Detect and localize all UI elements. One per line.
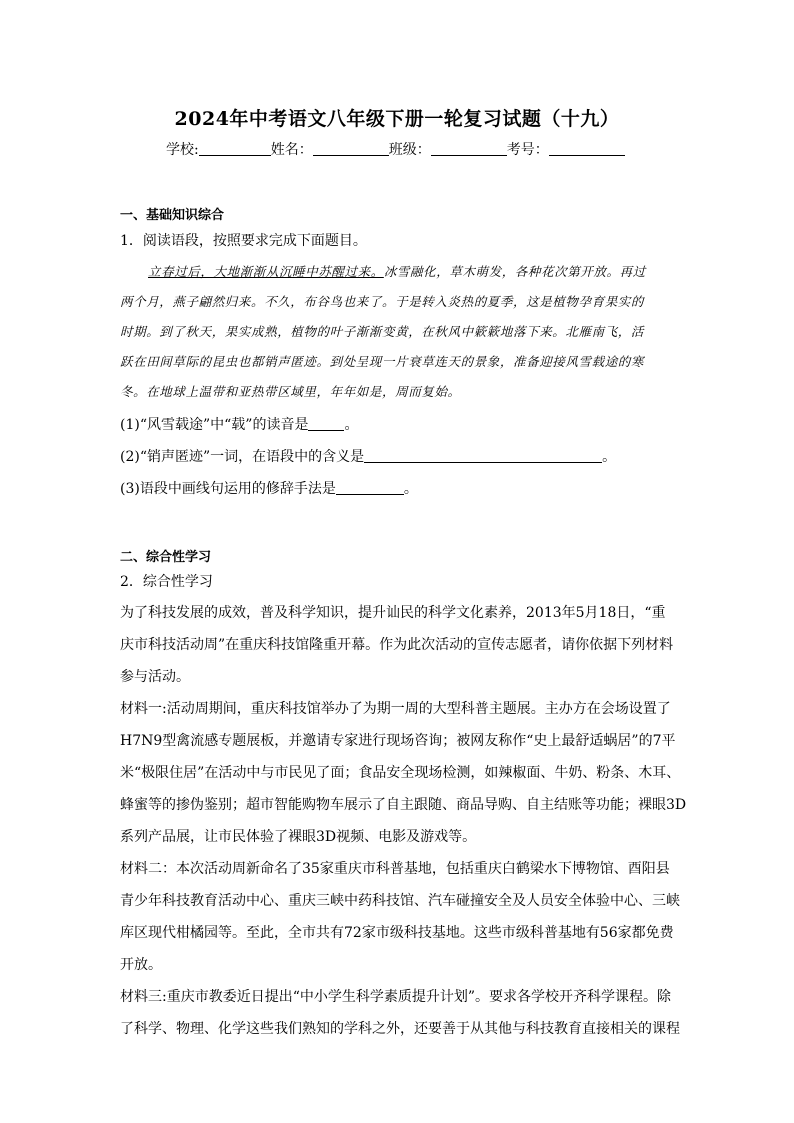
sub-question-3-blank[interactable]	[336, 480, 404, 495]
school-label: 学校:	[166, 142, 199, 158]
underlined-sentence: 立春过后，大地渐渐从沉睡中苏醒过来。	[148, 264, 384, 279]
sub-question-3-text: (3)语段中画线句运用的修辞手法是	[120, 481, 336, 497]
passage-line-5: 冬。在地球上温带和亚热带区域里，年年如是，周而复始。	[120, 384, 461, 399]
exam-no-label: 考号：	[506, 142, 549, 158]
school-blank[interactable]	[199, 141, 271, 156]
exam-no-blank[interactable]	[549, 141, 625, 156]
body-line: H7N9型禽流感专题展板，并邀请专家进行现场咨询；被网友称作“史上最舒适蜗居”的7平	[120, 733, 676, 749]
period: 。	[344, 417, 359, 433]
q2-stem: 2．综合性学习	[120, 574, 213, 590]
sub-question-3	[120, 478, 418, 498]
passage-line-4: 跃在田间草际的昆虫也都销声匿迹。到处呈现一片衰草连天的景象，准备迎接风雪载途的寒	[120, 354, 645, 369]
class-label: 班级：	[388, 142, 431, 158]
document-title: 2024年中考语文八年级下册一轮复习试题（十九）	[174, 108, 620, 130]
section2-heading: 二、综合性学习	[120, 550, 212, 565]
passage-line-1	[148, 262, 646, 280]
body-line: 参与活动。	[120, 669, 190, 685]
name-label: 姓名：	[270, 142, 313, 158]
body-line: 米“极限住居”在活动中与市民见了面；食品安全现场检测，如辣椒面、牛奶、粉条、木耳、	[120, 765, 681, 781]
sub-question-2	[120, 446, 616, 466]
body-line: 材料一:活动周期间，重庆科技馆举办了为期一周的大型科普主题展。主办方在会场设置了	[120, 701, 671, 717]
sub-question-2-text: (2)“销声匿迹”一词，在语段中的含义是	[120, 449, 365, 465]
student-info-line	[166, 139, 625, 159]
body-line: 开放。	[120, 957, 162, 973]
passage-line-2: 两个月，燕子翩然归来。不久，布谷鸟也来了。于是转入炎热的夏季，这是植物孕育果实的	[120, 294, 645, 309]
body-line: 材料三:重庆市教委近日提出“中小学生科学素质提升计划”。要求各学校开齐科学课程。除	[120, 989, 672, 1005]
body-line: 系列产品展，让市民体验了裸眼3D视频、电影及游戏等。	[120, 829, 477, 845]
period: 。	[602, 449, 617, 465]
sub-question-1-text: (1)“风雪载途”中“载”的读音是	[120, 417, 309, 433]
body-line: 庆市科技活动周”在重庆科技馆隆重开幕。作为此次活动的宣传志愿者，请你依据下列材料	[120, 637, 674, 653]
period: 。	[403, 481, 418, 497]
class-blank[interactable]	[431, 141, 507, 156]
body-line: 为了科技发展的成效，普及科学知识，提升讪民的科学文化素养，2013年5月18日，“重	[120, 605, 666, 621]
body-line: 蜂蜜等的掺伪鉴别；超市智能购物车展示了自主跟随、商品导购、自主结账等功能；裸眼3D	[120, 797, 687, 813]
body-line: 库区现代柑橘园等。至此，全市共有72家市级科技基地。这些市级科普基地有56家都免费	[120, 925, 674, 941]
body-line: 青少年科技教育活动中心、重庆三峡中药科技馆、汽车碰撞安全及人员安全体验中心、三峡	[120, 893, 680, 909]
body-line: 材料二：本次活动周新命名了35家重庆市科普基地，包括重庆白鹤梁水下博物馆、酉阳县	[120, 861, 670, 877]
sub-question-2-blank[interactable]	[364, 448, 602, 463]
section1-heading: 一、基础知识综合	[120, 208, 225, 223]
sub-question-1	[120, 414, 358, 434]
q1-stem: 1．阅读语段，按照要求完成下面题目。	[120, 233, 367, 249]
sub-question-1-blank[interactable]	[308, 416, 344, 431]
name-blank[interactable]	[313, 141, 389, 156]
body-line: 了科学、物理、化学这些我们熟知的学科之外，还要善于从其他与科技教育直接相关的课程	[120, 1021, 680, 1037]
passage-line-1-rest: 冰雪融化，草木萌发，各种花次第开放。再过	[383, 264, 646, 279]
passage-line-3: 时期。到了秋天，果实成熟，植物的叶子渐渐变黄，在秋风中簌簌地落下来。北雁南飞，活	[120, 324, 645, 339]
